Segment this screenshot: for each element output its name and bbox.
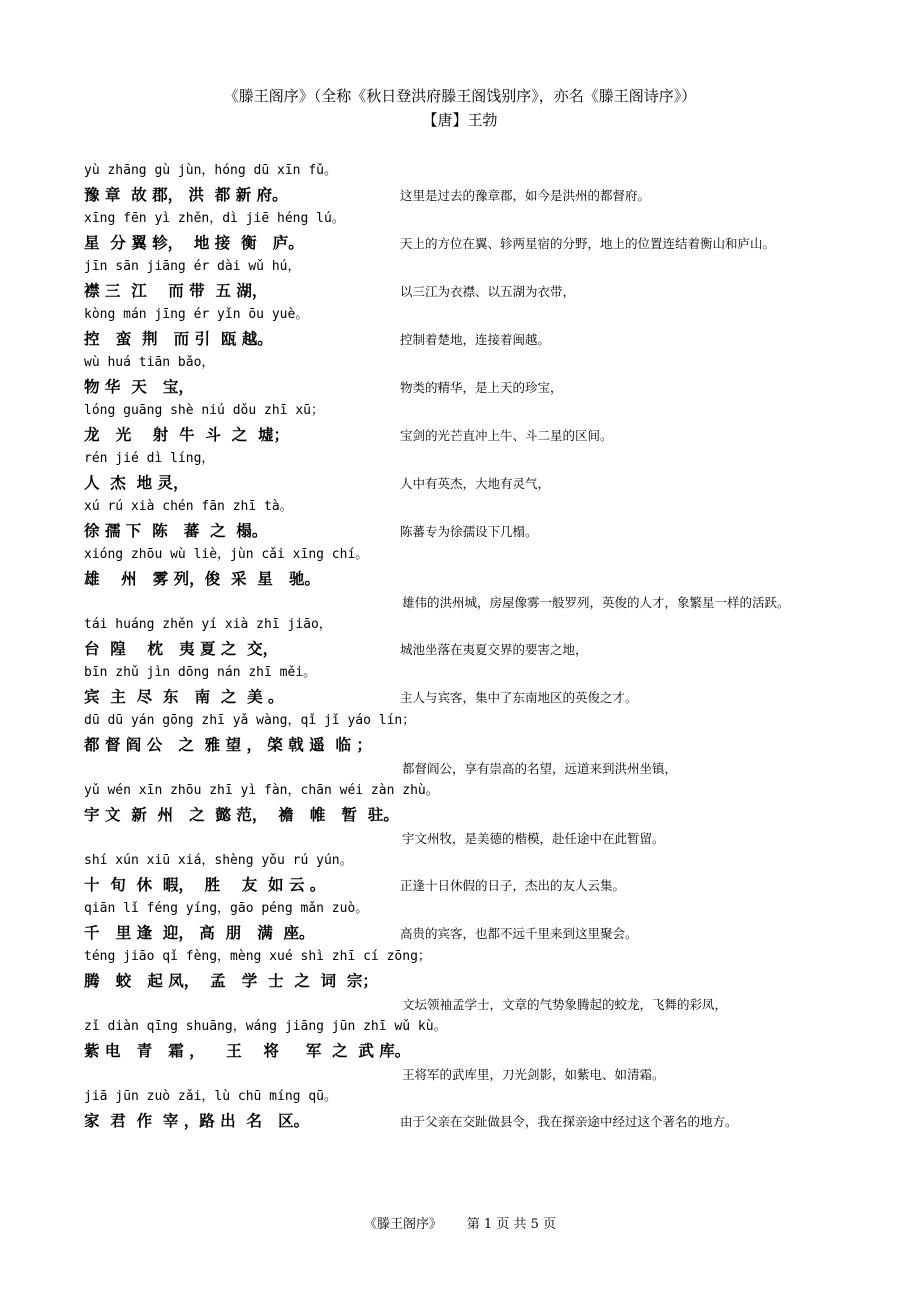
hanzi-row — [84, 518, 854, 544]
document-author: 【唐】王勃 — [422, 111, 498, 129]
line-entry — [84, 400, 854, 448]
poem-lines — [84, 160, 854, 1134]
hanzi-line: 豫 章 故 郡， 洪 都 新 府。 — [84, 185, 288, 204]
line-entry — [84, 448, 854, 496]
line-entry — [84, 256, 854, 304]
hanzi-row — [84, 732, 854, 758]
hanzi-row — [84, 684, 854, 710]
line-entry — [84, 304, 854, 352]
line-entry — [84, 614, 854, 662]
translation-text: 控制着楚地，连接着闽越。 — [400, 332, 551, 347]
hanzi-row — [84, 1038, 854, 1064]
line-entry — [84, 544, 854, 614]
line-entry — [84, 710, 854, 780]
pinyin-line: rén jié dì líng， — [84, 451, 215, 466]
line-entry — [84, 160, 854, 208]
pinyin-line: kòng mán jīng ér yǐn ōu yuè。 — [84, 307, 309, 322]
pinyin-line: xióng zhōu wù liè，jùn cǎi xīng chí。 — [84, 547, 369, 562]
hanzi-row — [84, 566, 854, 592]
translation-text: 高贵的宾客，也都不远千里来到这里聚会。 — [400, 926, 638, 941]
hanzi-row — [84, 968, 854, 994]
hanzi-line: 徐 孺 下 陈 蕃 之 榻。 — [84, 521, 268, 540]
pinyin-line: téng jiāo qǐ fèng，mèng xué shì zhī cí zōng； — [84, 949, 431, 964]
translation-text: 王将军的武库里，刀光剑影，如紫电、如清霜。 — [402, 1067, 665, 1082]
hanzi-row — [84, 374, 854, 400]
hanzi-line: 千 里 逢 迎， 高 朋 满 座。 — [84, 923, 315, 942]
translation-text: 文坛领袖孟学士，文章的气势象腾起的蛟龙，飞舞的彩凤， — [402, 997, 728, 1012]
pinyin-line: yù zhāng gù jùn，hóng dū xīn fǔ。 — [84, 163, 337, 178]
translation-text: 陈蕃专为徐孺设下几榻。 — [400, 524, 538, 539]
line-entry — [84, 208, 854, 256]
translation-text: 宇文州牧，是美德的楷模，赴任途中在此暂留。 — [402, 831, 665, 846]
translation-text: 由于父亲在交趾做县令，我在探亲途中经过这个著名的地方。 — [400, 1114, 738, 1129]
hanzi-line: 宇 文 新 州 之 懿 范， 襜 帷 暂 驻。 — [84, 805, 399, 824]
line-entry — [84, 352, 854, 400]
pinyin-line: dū dū yán gōng zhī yǎ wàng，qǐ jǐ yáo lín； — [84, 713, 416, 728]
translation-text: 城池坐落在夷夏交界的要害之地， — [400, 642, 588, 657]
hanzi-row — [84, 802, 854, 828]
translation-text: 都督阎公，享有崇高的名望，远道来到洪州坐镇， — [402, 761, 678, 776]
line-entry — [84, 662, 854, 710]
pinyin-line: jiā jūn zuò zǎi，lù chū míng qū。 — [84, 1089, 337, 1104]
line-entry — [84, 850, 854, 898]
hanzi-line: 腾 蛟 起 凤， 孟 学 士 之 词 宗； — [84, 971, 378, 990]
line-entry — [84, 1086, 854, 1134]
translation-text: 以三江为衣襟、以五湖为衣带， — [400, 284, 576, 299]
hanzi-line: 物 华 天 宝， — [84, 377, 194, 396]
hanzi-line: 控 蛮 荆 而 引 瓯 越。 — [84, 329, 273, 348]
hanzi-row — [84, 920, 854, 946]
hanzi-row — [84, 278, 854, 304]
hanzi-line: 宾 主 尽 东 南 之 美 。 — [84, 687, 284, 706]
hanzi-line: 雄 州 雾 列，俊 采 星 驰。 — [84, 569, 320, 588]
hanzi-line: 家 君 作 宰 ，路 出 名 区。 — [84, 1111, 310, 1130]
line-entry — [84, 898, 854, 946]
footer-doc-title: 《滕王阁序》 — [363, 1217, 442, 1232]
translation-text: 物类的精华，是上天的珍宝， — [400, 380, 563, 395]
hanzi-line: 台 隍 枕 夷 夏 之 交， — [84, 639, 279, 658]
hanzi-row — [84, 636, 854, 662]
hanzi-row — [84, 182, 854, 208]
hanzi-row — [84, 470, 854, 496]
pinyin-line: wù huá tiān bǎo， — [84, 355, 215, 370]
translation-text: 人中有英杰，大地有灵气， — [400, 476, 551, 491]
line-entry — [84, 780, 854, 850]
pinyin-line: jīn sān jiāng ér dài wǔ hú， — [84, 259, 301, 274]
hanzi-line: 十 旬 休 暇， 胜 友 如 云 。 — [84, 875, 326, 894]
hanzi-line: 紫 电 青 霜 ， 王 将 军 之 武 库。 — [84, 1041, 411, 1060]
pinyin-line: shí xún xiū xiá，shèng yǒu rú yún。 — [84, 853, 353, 868]
hanzi-line: 星 分 翼 轸， 地 接 衡 庐。 — [84, 233, 304, 252]
hanzi-row — [84, 230, 854, 256]
pinyin-line: qiān lǐ féng yíng，gāo péng mǎn zuò。 — [84, 901, 369, 916]
page-footer — [0, 1213, 920, 1232]
pinyin-line: xú rú xià chén fān zhī tà。 — [84, 499, 293, 514]
translation-text: 宝剑的光芒直冲上牛、斗二星的区间。 — [400, 428, 613, 443]
hanzi-row — [84, 422, 854, 448]
hanzi-line: 人 杰 地 灵， — [84, 473, 189, 492]
hanzi-row — [84, 326, 854, 352]
hanzi-row — [84, 872, 854, 898]
hanzi-line: 襟 三 江 而 带 五 湖， — [84, 281, 268, 300]
hanzi-line: 都 督 阎 公 之 雅 望 ， 棨 戟 遥 临 ； — [84, 735, 372, 754]
hanzi-line: 龙 光 射 牛 斗 之 墟； — [84, 425, 289, 444]
line-entry — [84, 1016, 854, 1086]
document-title: 《滕王阁序》（全称《秋日登洪府滕王阁饯别序》，亦名《滕王阁诗序》） — [223, 87, 697, 105]
translation-text: 雄伟的洪州城，房屋像雾一般罗列，英俊的人才，象繁星一样的活跃。 — [402, 595, 790, 610]
line-entry — [84, 496, 854, 544]
footer-page-info: 第 1 页 共 5 页 — [466, 1217, 557, 1232]
pinyin-line: xīng fēn yì zhěn，dì jiē héng lú。 — [84, 211, 345, 226]
translation-text: 主人与宾客，集中了东南地区的英俊之才。 — [400, 690, 638, 705]
translation-text: 天上的方位在翼、轸两星宿的分野，地上的位置连结着衡山和庐山。 — [400, 236, 776, 251]
pinyin-line: tái huáng zhěn yí xià zhī jiāo， — [84, 617, 332, 632]
pinyin-line: bīn zhǔ jìn dōng nán zhī měi。 — [84, 665, 317, 680]
translation-text: 这里是过去的豫章郡，如今是洪州的都督府。 — [400, 188, 651, 203]
line-entry — [84, 946, 854, 1016]
hanzi-row — [84, 1108, 854, 1134]
pinyin-line: zǐ diàn qīng shuāng，wáng jiāng jūn zhī wǔ kù。 — [84, 1019, 447, 1034]
pinyin-line: lóng guāng shè niú dǒu zhī xū； — [84, 403, 324, 418]
pinyin-line: yǔ wén xīn zhōu zhī yì fàn，chān wéi zàn zhù。 — [84, 783, 439, 798]
translation-text: 正逢十日休假的日子，杰出的友人云集。 — [400, 878, 626, 893]
